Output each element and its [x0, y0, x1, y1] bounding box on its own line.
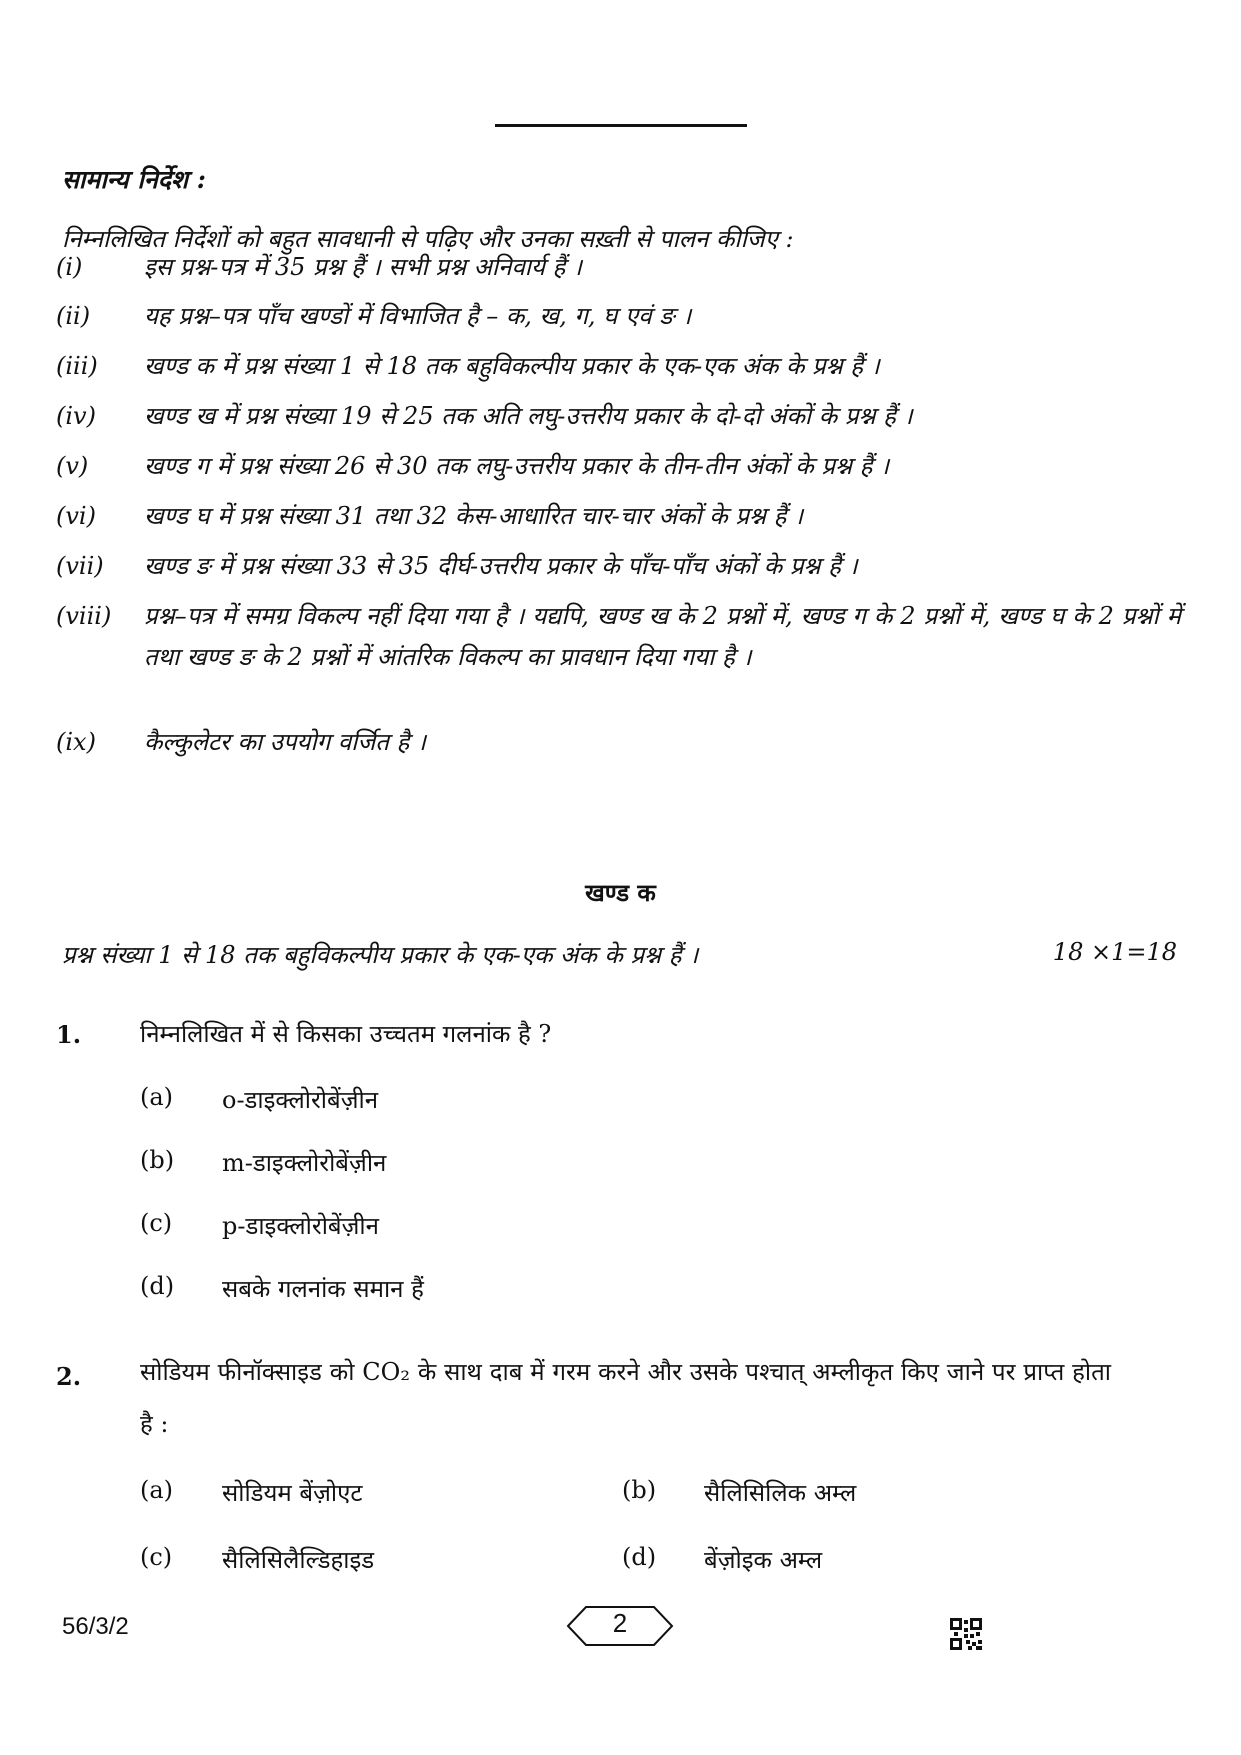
instruction-item [56, 446, 1181, 487]
page-number-box [566, 1604, 674, 1648]
instruction-number: (vii) [56, 552, 104, 580]
general-instructions-heading: सामान्य निर्देश : [62, 165, 206, 194]
instruction-item [56, 596, 1181, 678]
option-label: (a) [140, 1476, 174, 1504]
instruction-item [56, 722, 1181, 763]
top-rule [495, 124, 747, 127]
paper-code: 56/3/2 [62, 1613, 129, 1640]
instruction-text: खण्ड ख में प्रश्न संख्या 19 से 25 तक अति लघु-उत्तरीय प्रकार के दो-दो अंकों के प्रश्न हैं । [144, 402, 913, 430]
option-label: (c) [140, 1209, 173, 1237]
instruction-item [56, 396, 1181, 437]
option-label: (a) [140, 1083, 174, 1111]
instruction-text: खण्ड घ में प्रश्न संख्या 31 तथा 32 केस-आधारित चार-चार अंकों के प्रश्न हैं । [144, 502, 804, 530]
instruction-text: प्रश्न–पत्र में समग्र विकल्प नहीं दिया गया है । यद्यपि, खण्ड ख के 2 प्रश्नों में, खण्ड ग के 2 प्रश्नों में, खण्ड घ के 2 प्रश्नों में तथा खण्ड ङ के 2 प्रश्नों में आंतरिक विकल्प का प्रावधान दिया गया है । [144, 602, 1181, 671]
instruction-item [56, 247, 1181, 288]
option-text: m-डाइक्लोरोबेंज़ीन [222, 1149, 387, 1177]
instruction-text: खण्ड ग में प्रश्न संख्या 26 से 30 तक लघु-उत्तरीय प्रकार के तीन-तीन अंकों के प्रश्न हैं । [144, 452, 890, 480]
section-description: प्रश्न संख्या 1 से 18 तक बहुविकल्पीय प्रकार के एक-एक अंक के प्रश्न हैं । [62, 941, 699, 969]
instruction-number: (vi) [56, 502, 96, 530]
instruction-number: (viii) [56, 602, 112, 630]
instruction-item [56, 496, 1181, 537]
question-number: 2. [56, 1362, 82, 1391]
section-title: खण्ड क [585, 878, 656, 907]
instruction-number: (v) [56, 452, 89, 480]
question-number: 1. [56, 1020, 82, 1049]
instruction-text: खण्ड क में प्रश्न संख्या 1 से 18 तक बहुविकल्पीय प्रकार के एक-एक अंक के प्रश्न हैं । [144, 352, 880, 380]
instruction-item [56, 346, 1181, 387]
instruction-item [56, 546, 1181, 587]
option-text: सोडियम बेंज़ोएट [222, 1479, 363, 1507]
instruction-number: (iii) [56, 352, 98, 380]
instruction-text: खण्ड ङ में प्रश्न संख्या 33 से 35 दीर्घ-उत्तरीय प्रकार के पाँच-पाँच अंकों के प्रश्न हैं । [144, 552, 858, 580]
option-label: (b) [140, 1146, 175, 1174]
instruction-item [56, 296, 1181, 337]
option-text: सैलिसिलैल्डिहाइड [222, 1546, 375, 1574]
question-text: निम्नलिखित में से किसका उच्चतम गलनांक है ? [140, 1020, 552, 1048]
instruction-number: (ix) [56, 728, 96, 756]
qr-code-icon [950, 1618, 982, 1650]
instruction-number: (iv) [56, 402, 96, 430]
instruction-text: कैल्कुलेटर का उपयोग वर्जित है । [144, 728, 426, 756]
question-text: सोडियम फीनॉक्साइड को CO₂ के साथ दाब में गरम करने और उसके पश्चात् अम्लीकृत किए जाने पर प्राप्त होता है : [140, 1358, 1111, 1438]
instruction-number: (i) [56, 253, 83, 281]
instruction-number: (ii) [56, 302, 91, 330]
section-marks: 18 ×1=18 [1052, 938, 1177, 966]
option-text: o-डाइक्लोरोबेंज़ीन [222, 1086, 379, 1114]
section-description-line [62, 938, 1177, 971]
option-label: (b) [622, 1476, 657, 1504]
option-text: सैलिसिलिक अम्ल [704, 1479, 857, 1507]
instructions-intro: निम्नलिखित निर्देशों को बहुत सावधानी से पढ़िए और उनका सख़्ती से पालन कीजिए : [62, 225, 794, 253]
page-number: 2 [612, 1608, 628, 1638]
option-text: बेंज़ोइक अम्ल [704, 1546, 823, 1574]
option-label: (d) [622, 1543, 657, 1571]
instruction-text: यह प्रश्न–पत्र पाँच खण्डों में विभाजित है – क, ख, ग, घ एवं ङ । [144, 302, 692, 330]
option-text: p-डाइक्लोरोबेंज़ीन [222, 1212, 379, 1240]
instruction-text: इस प्रश्न-पत्र में 35 प्रश्न हैं । सभी प्रश्न अनिवार्य हैं । [144, 253, 583, 281]
option-label: (d) [140, 1272, 175, 1300]
option-label: (c) [140, 1543, 173, 1571]
option-text: सबके गलनांक समान हैं [222, 1275, 424, 1303]
